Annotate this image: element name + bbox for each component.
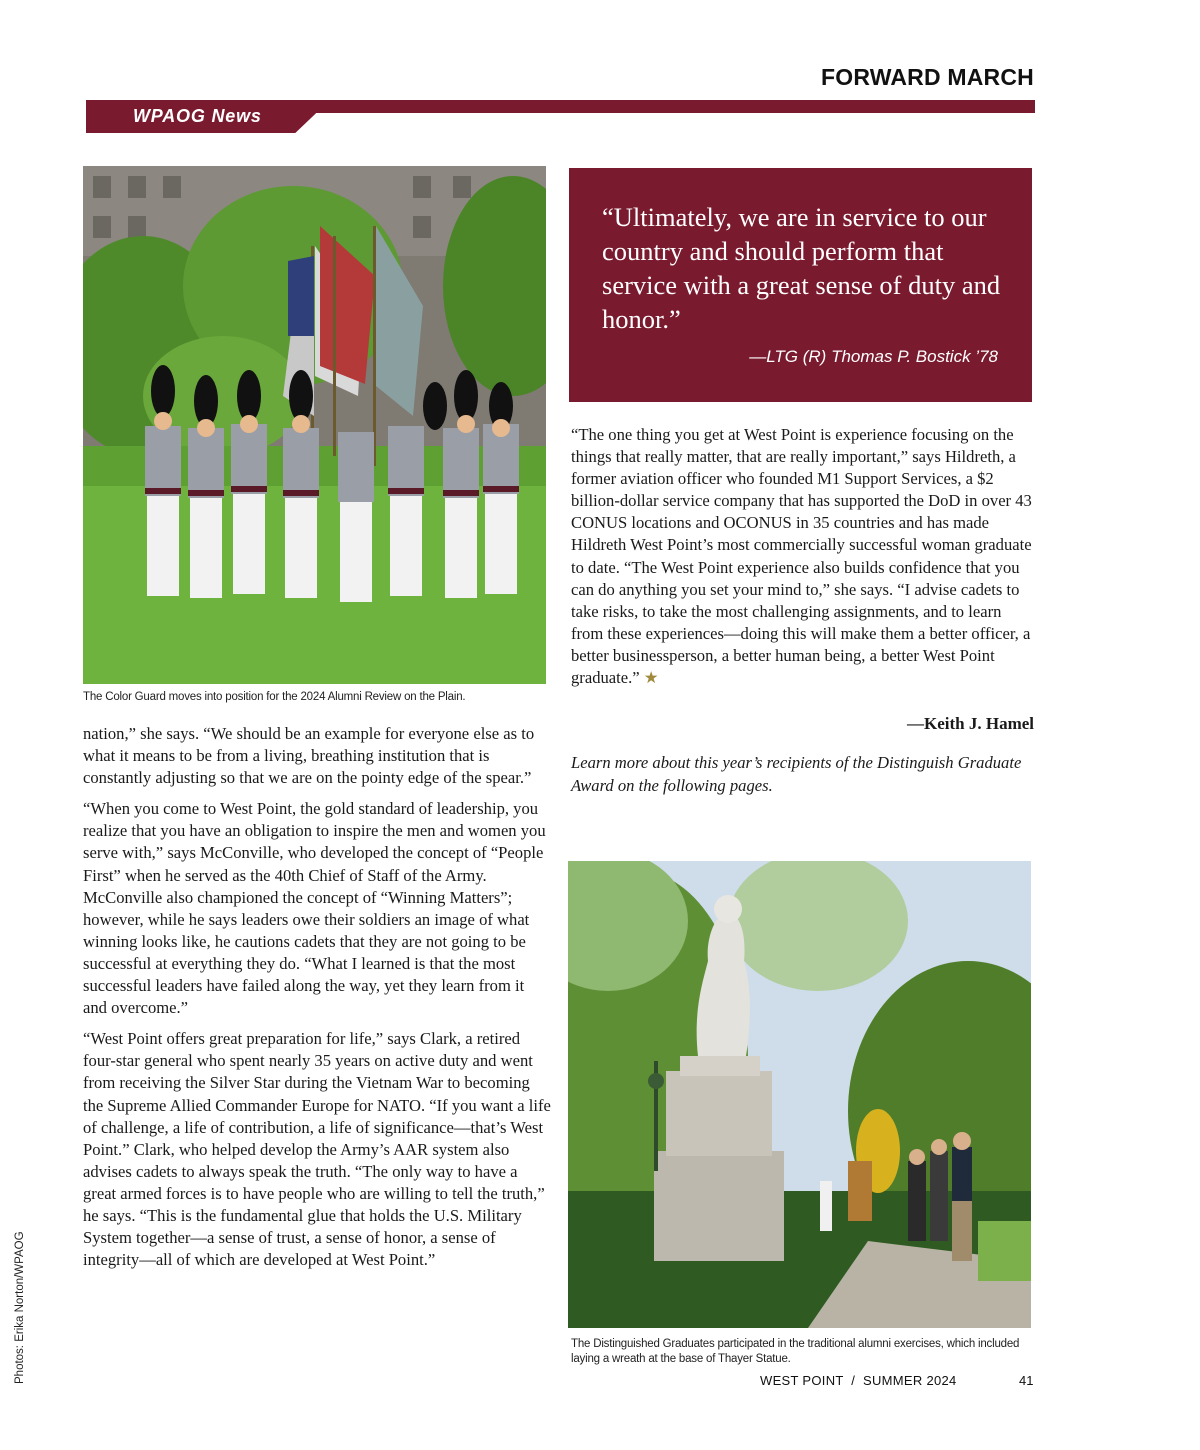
color-guard-photo [83, 166, 546, 684]
thayer-statue-photo [568, 861, 1031, 1328]
author-byline: —Keith J. Hamel [906, 714, 1034, 733]
footer-publication: WEST POINT / SUMMER 2024 [760, 1373, 957, 1388]
section-tab-label: WPAOG News [133, 106, 262, 126]
color-guard-caption: The Color Guard moves into position for the 2024 Alumni Review on the Plain. [83, 691, 466, 703]
left-paragraph-2: “When you come to West Point, the gold standard of leadership, you realize that you have an obligation to inspire the men and women you serve with,” says McConville, who developed the concept of “People First” when he served as the 40th Chief of Staff of the Army. McConville also championed the concept of “Winning Matters”; however, while he says leaders owe their soldiers an image of what winning looks like, he cautions cadets that they are not going to be successful at everything they do. “What I learned is that the most successful leaders have failed along the way, yet they learn from it and overcome.” [83, 799, 546, 1018]
left-paragraph-1: nation,” she says. “We should be an example for everyone else as to what it means to be from a living, breathing institution that is constantly adjusting so that we are on the pointy edge of the spear.” [83, 724, 535, 788]
left-article-column [83, 723, 551, 1280]
end-star-icon: ★ [643, 668, 659, 688]
page-number: 41 [1019, 1373, 1034, 1388]
right-article-column [571, 424, 1037, 698]
pull-quote-attribution: —LTG (R) Thomas P. Bostick ’78 [749, 347, 998, 366]
pull-quote-text: “Ultimately, we are in service to our country and should perform that service with a great sense of duty and honor.” [602, 202, 1001, 334]
thayer-statue-caption: The Distinguished Graduates participated in the traditional alumni exercises, which included laying a wreath at the base of Thayer Statue. [571, 1338, 1020, 1365]
right-paragraph-text: “The one thing you get at West Point is experience focusing on the things that really matter, that are really important,” says Hildreth, a former aviation officer who founded M1 Support Services, a $2 billion-dollar service company that has supported the DoD in over 43 CONUS locations and OCONUS in 35 countries and has made Hildreth West Point’s most commercially successful woman graduate to date. “The West Point experience also builds confidence that you can do anything you set your mind to,” she says. “I advise cadets to take risks, to take the most challenging assignments, and to learn from these experiences—doing this will make them a better officer, a better businessperson, a better human being, a better West Point graduate.” [571, 425, 1032, 688]
photo-credit: Photos: Erika Norton/WPAOG [14, 1231, 26, 1384]
learn-more-note: Learn more about this year’s recipients of the Distinguish Graduate Award on the following pages. [571, 753, 1022, 795]
right-paragraph-1 [571, 424, 1037, 689]
section-title: FORWARD MARCH [821, 64, 1034, 90]
left-paragraph-3: “West Point offers great preparation for life,” says Clark, a retired four-star general who spent nearly 35 years on active duty and went from receiving the Silver Star during the Vietnam War to becoming the Supreme Allied Commander Europe for NATO. “If you want a life of challenge, a life of contribution, a life of significance—that’s West Point.” Clark, who helped develop the Army’s AAR system also advises cadets to always speak the truth. “The only way to have a great armed forces is to have people who are willing to tell the truth,” he says. “This is the fundamental glue that holds the U.S. Military System together—a sense of trust, a sense of honor, a sense of integrity—all of which are developed at West Point.” [83, 1029, 551, 1270]
